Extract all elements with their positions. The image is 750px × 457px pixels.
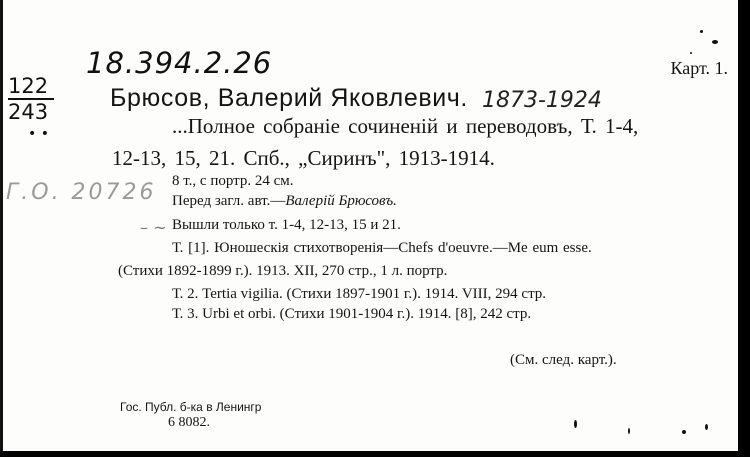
card-number-label: Карт. 1.: [670, 58, 728, 78]
card-right-edge: [738, 0, 750, 457]
card-bottom-edge: [0, 451, 750, 457]
ink-speck: [712, 40, 718, 44]
ink-speck: [700, 30, 703, 33]
shelf-mark-bottom: 243: [8, 100, 49, 124]
shelf-mark-dots: • •: [28, 126, 49, 142]
note-prefix: Перед загл. авт.—: [172, 193, 286, 209]
title-line-1: ...Полное собраніе сочиненій и переводовъ, Т. 1-4,: [172, 114, 639, 138]
author-heading: Брюсов, Валерий Яковлевич.: [110, 84, 468, 112]
volume-1-line-2: (Стихи 1892-1899 г.). 1913. XII, 270 стр., 1 л. портр.: [118, 263, 448, 279]
format-line: 8 т., с портр. 24 см.: [172, 173, 294, 189]
ink-speck: [574, 420, 577, 428]
ink-speck: [682, 430, 686, 434]
shelf-mark-top: 122: [8, 74, 49, 98]
note-author-name: Валерій Брюсовъ.: [285, 193, 397, 209]
call-number: 18.394.2.26: [86, 46, 273, 80]
title-line-2: 12-13, 15, 21. Спб., „Сиринъ", 1913-1914.: [112, 146, 495, 170]
pencil-tick-mark: – ~: [140, 218, 167, 237]
inventory-number: 6 8082.: [168, 415, 210, 430]
ink-speck: [690, 52, 692, 54]
volume-2-line: Т. 2. Tertia vigilia. (Стихи 1897-1901 г.). 1914. VIII, 294 стр.: [172, 286, 547, 302]
ink-speck: [705, 424, 708, 430]
ink-speck: [628, 428, 630, 434]
note-line-2: Вышли только т. 1-4, 12-13, 15 и 21.: [172, 217, 401, 233]
volume-3-line: Т. 3. Urbi et orbi. (Стихи 1901-1904 г.). 1914. [8], 242 стр.: [172, 306, 532, 322]
note-line-1: [172, 193, 397, 210]
continued-note: (См. след. карт.).: [510, 352, 617, 368]
volume-1-line-1: Т. [1]. Юношескія стихотворенія—Chefs d'oeuvre.—Me eum esse.: [172, 240, 592, 256]
library-stamp: Гос. Публ. б-ка в Ленингр: [120, 400, 262, 414]
author-dates: 1873-1924: [482, 88, 602, 113]
card-left-edge: [0, 0, 3, 457]
pencil-inventory-mark: Г.О. 20726: [6, 180, 157, 205]
